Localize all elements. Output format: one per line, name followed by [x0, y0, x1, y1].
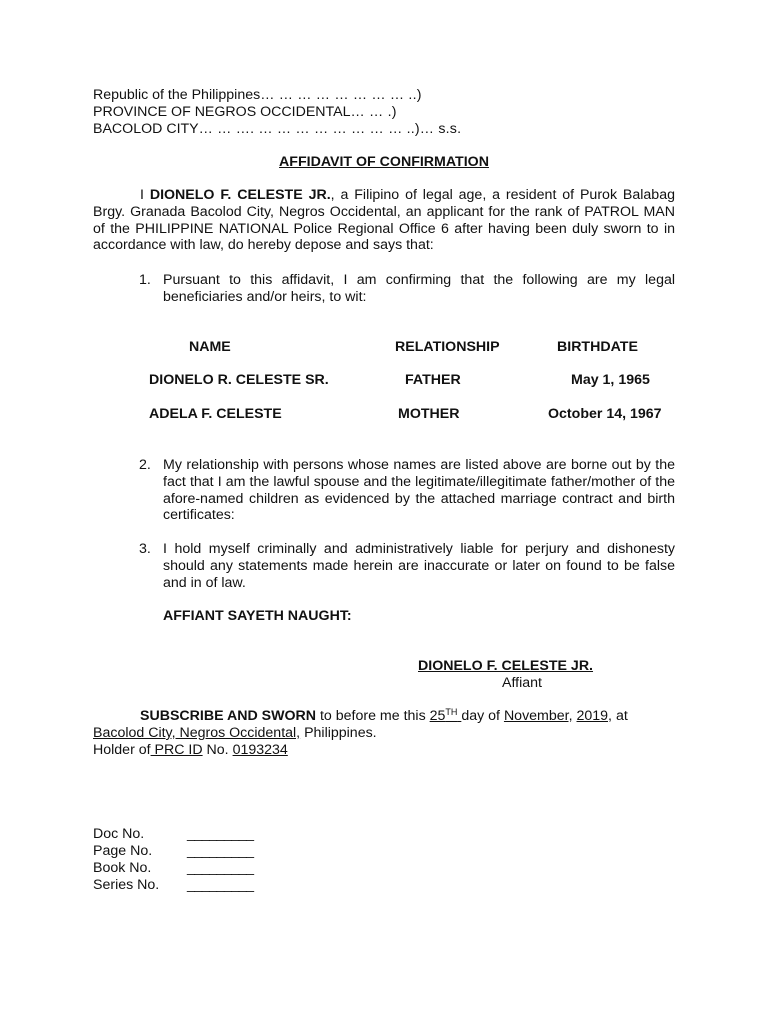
signature-name: DIONELO F. CELESTE JR. — [418, 658, 594, 674]
jurat-year: 2019, — [576, 708, 613, 724]
intro-pre: I — [140, 187, 150, 203]
list-item-text: Pursuant to this affidavit, I am confirming that the following are my legal beneficiaries and/or heirs, to wit: — [163, 272, 675, 305]
header-city-dots: … … …. … … … … … … … … ..)… s.s. — [198, 121, 462, 137]
docket-blank: _________ — [187, 826, 254, 842]
jurat-line-1 — [93, 708, 675, 725]
document-title: AFFIDAVIT OF CONFIRMATION — [279, 154, 489, 170]
jurat-country: Philippines. — [300, 725, 377, 741]
header-line-republic — [93, 87, 422, 104]
header-province-dots: … … .) — [350, 104, 397, 120]
header-province-text: PROVINCE OF NEGROS OCCIDENTAL — [93, 104, 351, 120]
affiant-sayeth-naught: AFFIANT SAYETH NAUGHT: — [163, 608, 352, 624]
jurat-text-3: at — [612, 708, 628, 724]
table-cell-birthdate: May 1, 1965 — [571, 372, 650, 388]
header-line-province — [93, 104, 397, 121]
list-item-text: My relationship with persons whose names are listed above are borne out by the fact that I am the lawful spouse and the legitimate/illegitimate father/mother of the afore-named children as evidenced by the attached marriage contract and birth certificates: — [163, 457, 675, 524]
jurat-no: No. — [202, 742, 233, 758]
table-cell-birthdate: October 14, 1967 — [548, 406, 662, 422]
jurat-day-suffix: TH — [445, 707, 458, 717]
jurat-day-number: 25 — [429, 708, 446, 724]
docket-label: Series No. — [93, 877, 160, 893]
docket-blank: _________ — [187, 843, 254, 859]
table-header-birthdate: BIRTHDATE — [557, 339, 638, 355]
jurat-line-2 — [93, 725, 377, 742]
header-line-city — [93, 121, 461, 138]
table-cell-name: DIONELO R. CELESTE SR. — [149, 372, 329, 388]
jurat-label: SUBSCRIBE AND SWORN — [140, 708, 317, 724]
list-item-number: 1. — [139, 272, 151, 288]
docket-label: Page No. — [93, 843, 153, 859]
table-cell-relationship: MOTHER — [398, 406, 460, 422]
list-item-number: 2. — [139, 457, 151, 473]
jurat-line-3 — [93, 742, 288, 759]
signature-role: Affiant — [502, 675, 542, 691]
intro-paragraph — [93, 187, 675, 254]
jurat-text-1: to before me this — [316, 708, 430, 724]
header-city-text: BACOLOD CITY — [93, 121, 199, 137]
list-item-number: 3. — [139, 541, 151, 557]
table-header-relationship: RELATIONSHIP — [395, 339, 500, 355]
header-republic-dots: … … … … … … … … ..) — [260, 87, 422, 103]
jurat-holder: Holder of — [93, 742, 151, 758]
docket-label: Book No. — [93, 860, 152, 876]
jurat-prc: PRC ID — [150, 742, 203, 758]
table-header-name: NAME — [189, 339, 231, 355]
intro-rest: , a Filipino of legal age, a resident of Purok Balabag Brgy. Granada Bacolod City, Negros Occidental, an applicant for the rank of PATROL MAN of the PHILIPPINE NATIONAL Police Regional Office 6 after having been duly sworn to in accordance with law, do hereby depose and says that: — [93, 187, 675, 254]
table-cell-name: ADELA F. CELESTE — [149, 406, 282, 422]
header-republic-text: Republic of the Philippines — [93, 87, 261, 103]
jurat-id-number: 0193234 — [232, 742, 288, 758]
intro-affiant-name: DIONELO F. CELESTE JR. — [149, 187, 331, 203]
jurat-month: November, — [503, 708, 573, 724]
docket-label: Doc No. — [93, 826, 145, 842]
table-cell-relationship: FATHER — [405, 372, 461, 388]
jurat-day — [430, 708, 462, 724]
jurat-text-2: day of — [461, 708, 504, 724]
docket-blank: _________ — [187, 860, 254, 876]
list-item-text: I hold myself criminally and administratively liable for perjury and dishonesty should any statements made herein are inaccurate or later on found to be false and in of law. — [163, 541, 675, 591]
docket-blank: _________ — [187, 877, 254, 893]
jurat-place: Bacolod City, Negros Occidental, — [93, 725, 301, 741]
